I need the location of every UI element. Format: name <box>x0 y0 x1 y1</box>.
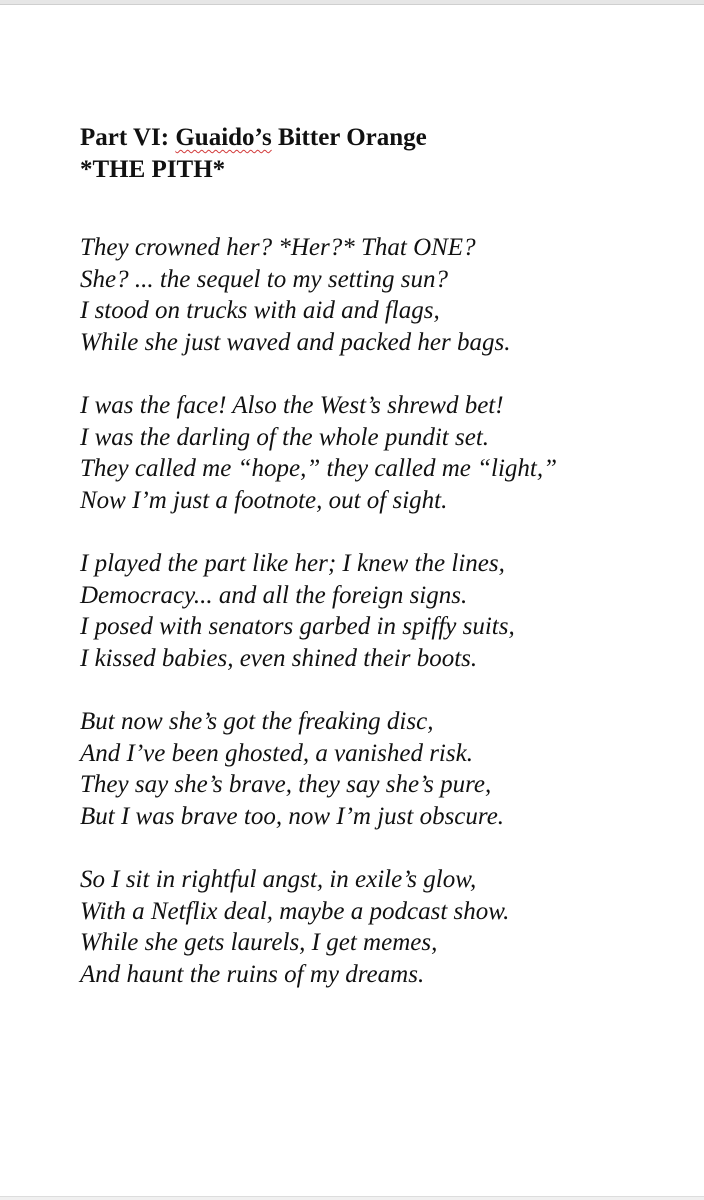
top-edge <box>0 0 704 5</box>
title-prefix: Part VI: <box>80 124 176 151</box>
poem-title <box>80 122 680 154</box>
stanza-4 <box>80 706 690 832</box>
stanza-5 <box>80 864 690 990</box>
stanza-2 <box>80 390 690 516</box>
poem-line: And I’ve been ghosted, a vanished risk. <box>80 739 473 767</box>
poem-header <box>80 122 680 186</box>
poem-line: I kissed babies, even shined their boots. <box>80 644 478 672</box>
title-name-misspelled: Guaido’s <box>175 124 272 151</box>
poem-line: Now I’m just a footnote, out of sight. <box>80 486 448 514</box>
poem-line: I posed with senators garbed in spiffy suits, <box>80 613 515 640</box>
poem-line: With a Netflix deal, maybe a podcast show. <box>80 897 510 925</box>
stanza-1 <box>80 232 690 358</box>
poem-line: They called me “hope,” they called me “light,” <box>80 455 558 482</box>
poem-line: I played the part like her; I knew the lines, <box>80 550 505 577</box>
bottom-edge <box>0 1196 704 1200</box>
poem-line: I was the face! Also the West’s shrewd bet! <box>80 392 504 419</box>
poem-line: They crowned her? *Her?* That ONE? <box>80 234 476 261</box>
stanza-3 <box>80 548 690 674</box>
poem-line: While she gets laurels, I get memes, <box>80 929 438 956</box>
poem-body <box>80 232 690 1022</box>
poem-line: They say she’s brave, they say she’s pure, <box>80 771 492 798</box>
poem-subtitle: *THE PITH* <box>80 156 226 183</box>
title-suffix: Bitter Orange <box>271 124 427 151</box>
poem-line: While she just waved and packed her bags. <box>80 328 511 356</box>
poem-line: So I sit in rightful angst, in exile’s glow, <box>80 866 477 893</box>
poem-line: She? ... the sequel to my setting sun? <box>80 265 448 293</box>
poem-line: And haunt the ruins of my dreams. <box>80 960 425 988</box>
poem-line: I stood on trucks with aid and flags, <box>80 297 440 324</box>
poem-line: But I was brave too, now I’m just obscure. <box>80 802 505 830</box>
poem-line: Democracy... and all the foreign signs. <box>80 581 468 609</box>
poem-line: But now she’s got the freaking disc, <box>80 708 434 735</box>
poem-line: I was the darling of the whole pundit set. <box>80 423 490 451</box>
